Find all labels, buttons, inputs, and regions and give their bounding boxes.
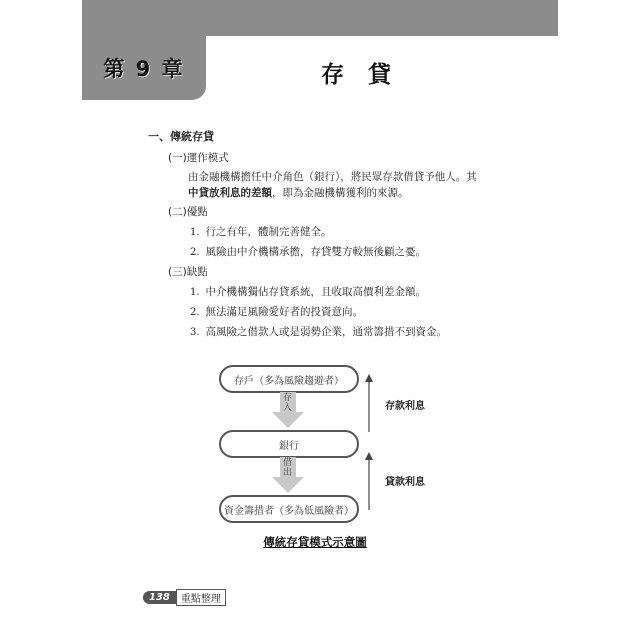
deposit-interest-label: 存款利息 bbox=[385, 401, 425, 412]
deposit-arrow-label: 存入 bbox=[283, 393, 293, 413]
lend-arrow-label: 借出 bbox=[283, 458, 293, 478]
list-item: 3. 高風險之借款人或是弱勢企業，通常籌措不到資金。 bbox=[190, 326, 448, 338]
page-number: 138 bbox=[143, 591, 176, 604]
list-item: 2. 風險由中介機構承擔，存貸雙方較無後顧之憂。 bbox=[190, 246, 427, 258]
section-heading: 一、傳統存貸 bbox=[148, 130, 214, 143]
list-item: 1. 行之有年，體制完善健全。 bbox=[190, 226, 332, 238]
paragraph-line-2 bbox=[188, 186, 409, 200]
paragraph-line-2-rest: ，即為金融機構獲利的來源。 bbox=[272, 187, 409, 199]
header-bar bbox=[82, 0, 558, 36]
list-item: 1. 中介機構獨佔存貸系統，且收取高價利差金額。 bbox=[190, 286, 427, 298]
footer-label: 重點整理 bbox=[176, 589, 226, 606]
depositor-node: 存戶（多為風險趨避者） bbox=[219, 365, 359, 393]
paragraph-line-1: 由金融機構擔任中介角色（銀行），將民眾存款借貸予他人。其 bbox=[188, 171, 477, 183]
list-item: 2. 無法滿足風險愛好者的投資意向。 bbox=[190, 306, 364, 318]
loan-interest-label: 貸款利息 bbox=[385, 477, 425, 488]
loan-interest-up-arrow-icon bbox=[364, 452, 374, 510]
borrower-node: 資金籌措者（多為低風險者） bbox=[219, 495, 359, 523]
deposit-interest-up-arrow-icon bbox=[364, 374, 374, 432]
chapter-title: 存 貸 bbox=[320, 62, 399, 88]
diagram-caption: 傳統存貸模式示意圖 bbox=[263, 535, 367, 549]
page-footer bbox=[143, 589, 226, 605]
subsection-title-3: (三)缺點 bbox=[168, 266, 208, 278]
chapter-number: 第 9 章 bbox=[103, 57, 185, 81]
subsection-title-2: (二)優點 bbox=[168, 206, 208, 218]
subsection-title-1: (一)運作模式 bbox=[168, 152, 229, 164]
bank-node: 銀行 bbox=[219, 430, 359, 458]
highlight-text: 中貸放利息的差額 bbox=[188, 187, 272, 199]
chapter-tab bbox=[82, 36, 206, 100]
